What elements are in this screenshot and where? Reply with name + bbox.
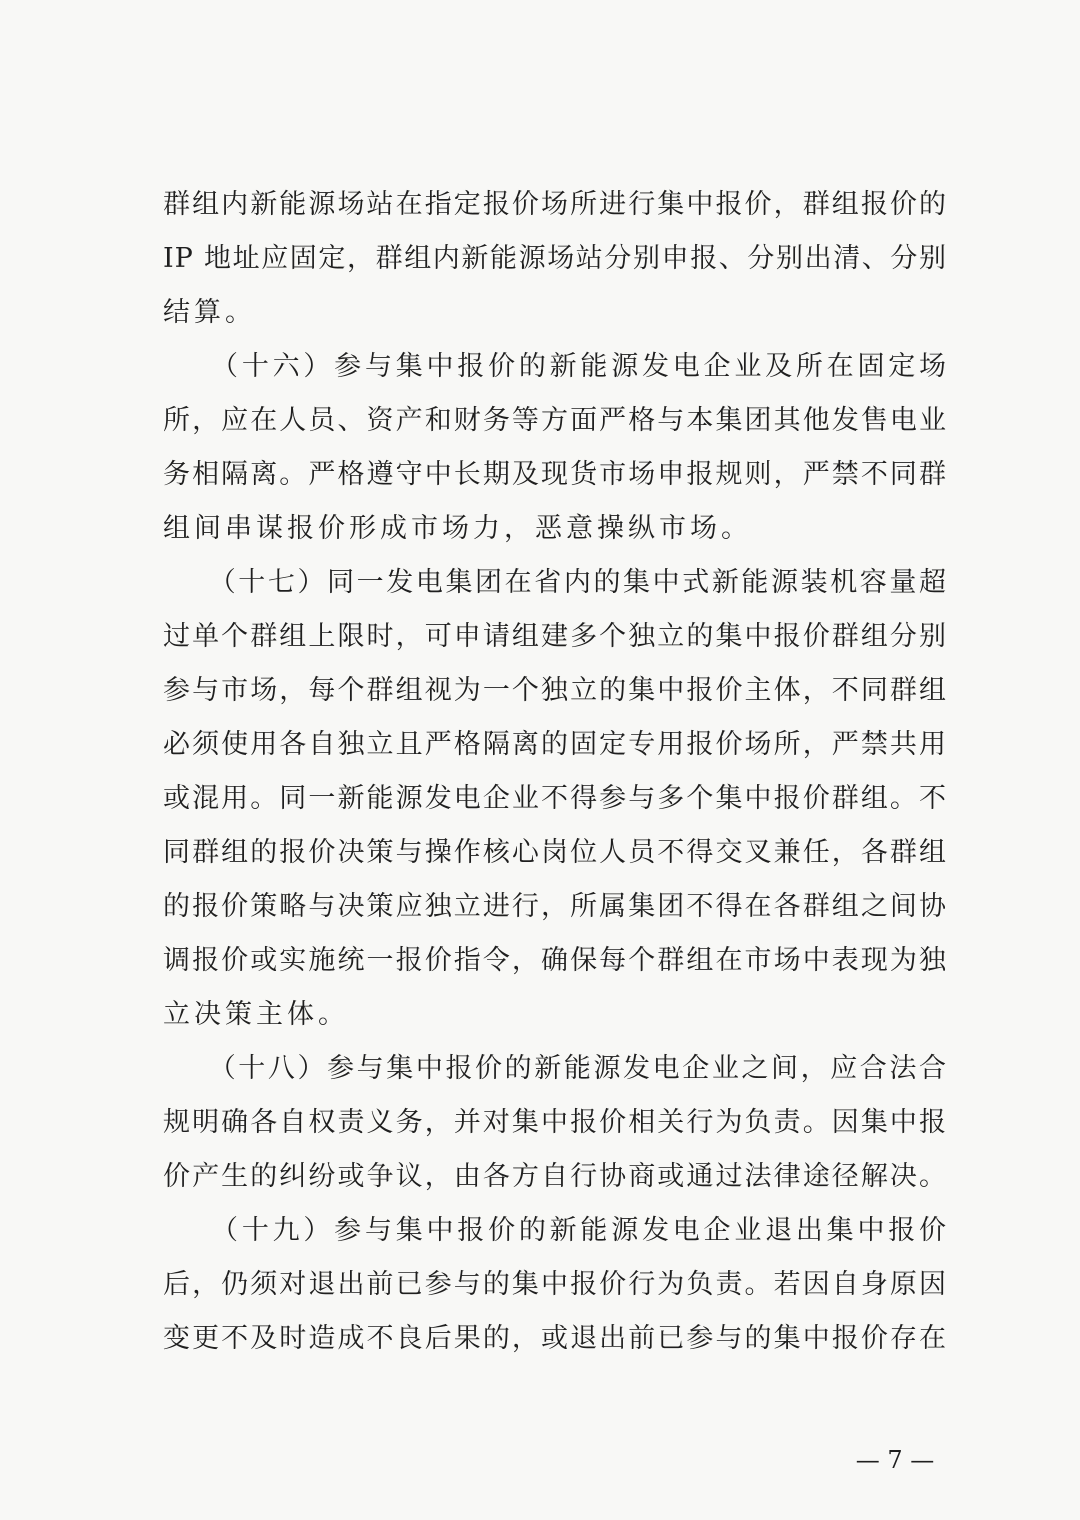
text-line: （十六）参与集中报价的新能源发电企业及所在固定场	[163, 351, 947, 382]
text-line: IP 地址应固定，群组内新能源场站分别申报、分别出清、分别	[163, 243, 947, 274]
text-line: 群组内新能源场站在指定报价场所进行集中报价，群组报价的	[163, 189, 947, 220]
text-line: 过单个群组上限时，可申请组建多个独立的集中报价群组分别	[163, 621, 947, 652]
text-line: （十七）同一发电集团在省内的集中式新能源装机容量超	[163, 567, 947, 598]
text-line: 立决策主体。	[163, 999, 349, 1030]
text-line: 后，仍须对退出前已参与的集中报价行为负责。若因自身原因	[163, 1269, 947, 1300]
text-line: 变更不及时造成不良后果的，或退出前已参与的集中报价存在	[163, 1323, 947, 1354]
text-line: 或混用。同一新能源发电企业不得参与多个集中报价群组。不	[163, 783, 947, 814]
body-text	[163, 178, 947, 1366]
text-line: 组间串谋报价形成市场力，恶意操纵市场。	[163, 513, 752, 544]
text-line: 调报价或实施统一报价指令，确保每个群组在市场中表现为独	[163, 945, 947, 976]
text-line: 的报价策略与决策应独立进行，所属集团不得在各群组之间协	[163, 891, 947, 922]
text-line: 参与市场，每个群组视为一个独立的集中报价主体，不同群组	[163, 675, 947, 706]
text-line: 务相隔离。严格遵守中长期及现货市场申报规则，严禁不同群	[163, 459, 947, 490]
text-line: 同群组的报价决策与操作核心岗位人员不得交叉兼任，各群组	[163, 837, 947, 868]
text-line: （十八）参与集中报价的新能源发电企业之间，应合法合	[163, 1053, 947, 1084]
text-line: 所，应在人员、资产和财务等方面严格与本集团其他发售电业	[163, 405, 947, 436]
text-line: 必须使用各自独立且严格隔离的固定专用报价场所，严禁共用	[163, 729, 947, 760]
text-line: 价产生的纠纷或争议，由各方自行协商或通过法律途径解决。	[163, 1161, 947, 1192]
text-line: （十九）参与集中报价的新能源发电企业退出集中报价	[163, 1215, 947, 1246]
text-line: 结算。	[163, 297, 256, 328]
page-number: — 7 —	[855, 1446, 935, 1474]
text-line: 规明确各自权责义务，并对集中报价相关行为负责。因集中报	[163, 1107, 947, 1138]
